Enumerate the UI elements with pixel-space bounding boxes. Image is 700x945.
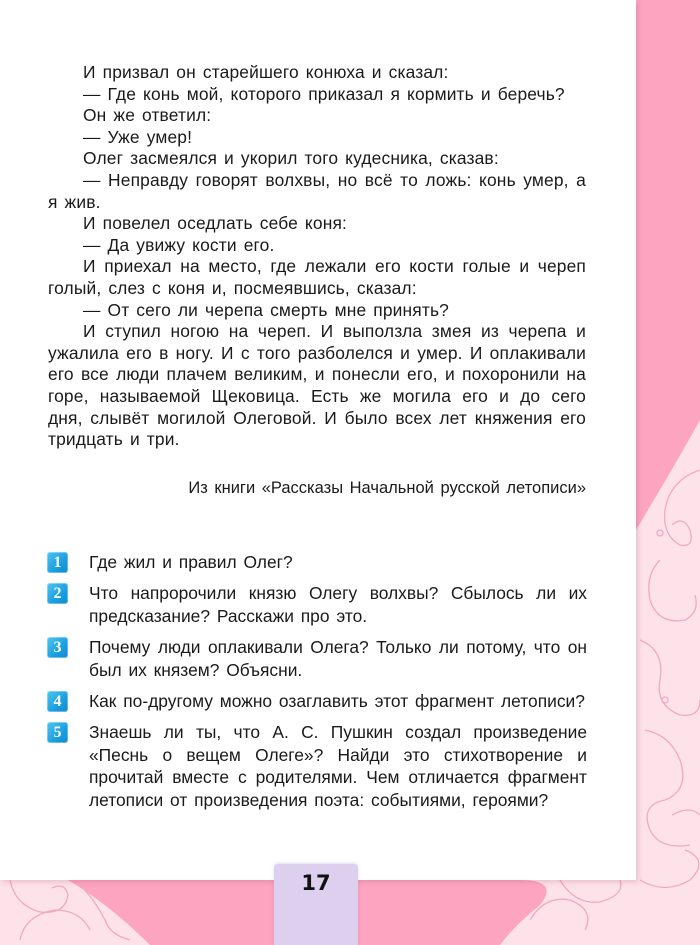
question-item: [47, 636, 587, 681]
paragraph: И повелел оседлать себе коня:: [83, 213, 347, 234]
question-item: [47, 721, 587, 811]
paragraph: И ступил ногою на череп. И выползла змея из черепа и ужалила его в ногу. И с того разболелся и умер. И оплакивали его все люди плачем великим, и понесли его, и похоронили на горе, называемой Щековица. Есть же могила его и до сего дня, слывёт могилой Олеговой. И было всех лет княжения его тридцать и три.: [48, 321, 586, 450]
paragraph: — Уже умер!: [83, 126, 193, 147]
paragraph: И приехал на место, где лежали его кости голые и череп голый, слез с коня и, посмеявшись, сказал:: [48, 256, 586, 298]
page-number-tab: [274, 864, 358, 945]
question-item: [47, 551, 587, 573]
question-item: [47, 582, 587, 627]
question-text: Что напророчили князю Олегу волхвы? Сбылось ли их предсказание? Расскажи про это.: [89, 583, 587, 626]
question-number-badge: 2: [47, 583, 68, 604]
chronicle-text: [48, 62, 586, 451]
source-citation: Из книги «Рассказы Начальной русской летописи»: [188, 479, 586, 497]
paragraph: — От сего ли черепа смерть мне принять?: [83, 299, 449, 320]
question-number-badge: 1: [47, 552, 68, 573]
paragraph: — Где конь мой, которого приказал я кормить и беречь?: [83, 83, 565, 104]
question-number-badge: 4: [47, 691, 68, 712]
question-item: [47, 690, 587, 712]
paragraph: — Неправду говорят волхвы, но всё то ложь: конь умер, а я жив.: [48, 169, 586, 212]
question-text: Где жил и правил Олег?: [89, 552, 293, 572]
paragraph: Он же ответил:: [83, 105, 212, 126]
question-text: Знаешь ли ты, что А. С. Пушкин создал произведение «Песнь о вещем Олеге»? Найди это стихотворение и прочитай вместе с родителями. Чем отличается фрагмент летописи от произведения поэта: событиями, героями?: [89, 722, 587, 810]
page-number: 17: [301, 871, 331, 895]
paragraph: Олег засмеялся и укорил того кудесника, сказав:: [83, 148, 499, 169]
question-text: Как по-другому можно озаглавить этот фрагмент летописи?: [89, 691, 585, 712]
question-text: Почему люди оплакивали Олега? Только ли потому, что он был их князем? Объясни.: [89, 637, 587, 680]
questions-list: [47, 551, 587, 811]
question-number-badge: 3: [47, 637, 68, 658]
paragraph: И призвал он старейшего конюха и сказал:: [83, 62, 449, 82]
question-number-badge: 5: [47, 722, 68, 743]
paragraph: — Да увижу кости его.: [83, 234, 275, 255]
